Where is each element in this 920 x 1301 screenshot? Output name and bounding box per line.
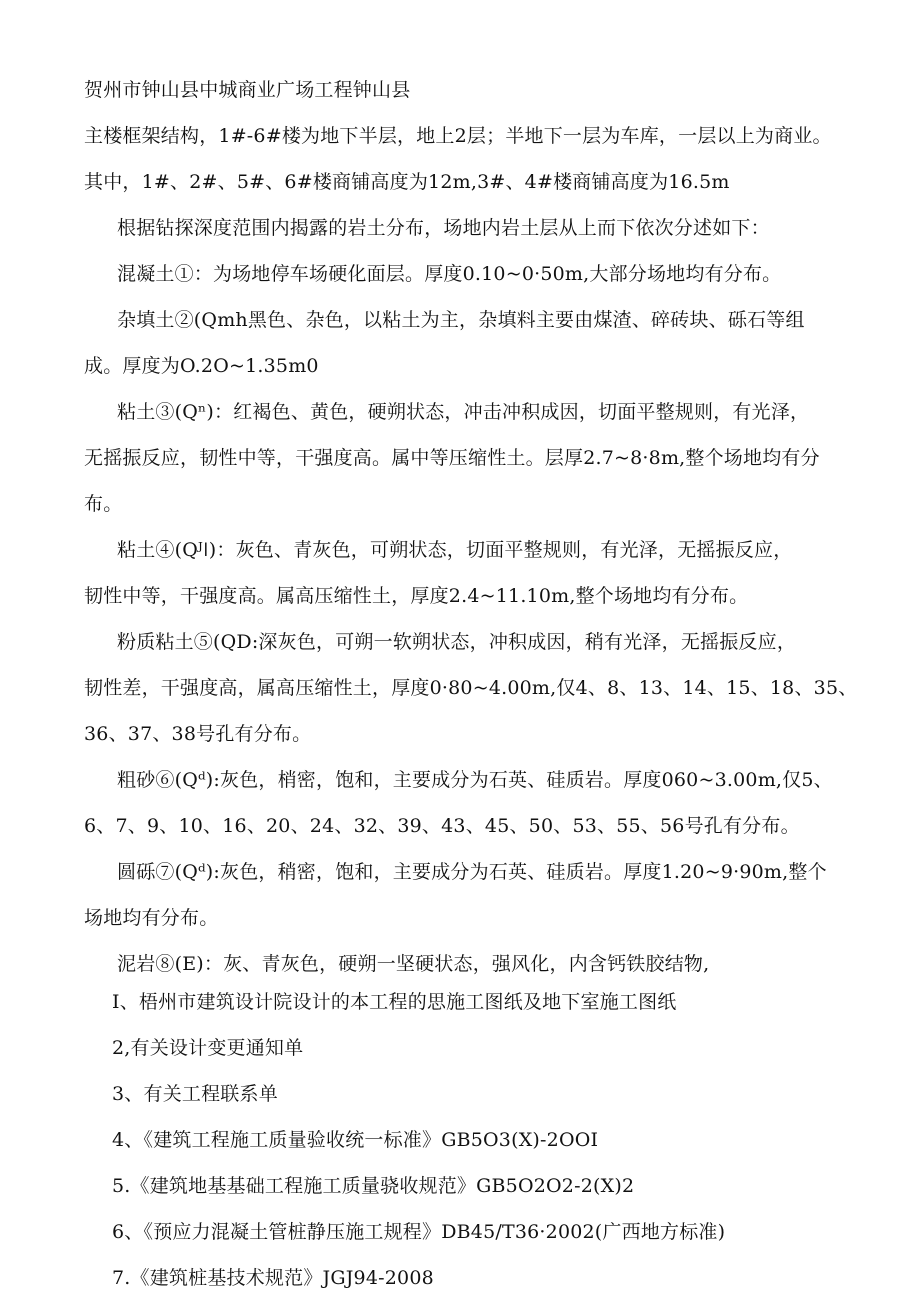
text-line-15: 36、37、38号孔有分布。 xyxy=(84,723,312,745)
reference-item-1: I、梧州市建筑设计院设计的本工程的思施工图纸及地下室施工图纸 xyxy=(112,991,677,1013)
text-line-12: 韧性中等，干强度高。属高压缩性土，厚度2.4~11.10m,整个场地均有分布。 xyxy=(84,585,749,607)
text-line-10: 布。 xyxy=(84,493,123,515)
text-line-8: 粘土③(Qⁿ)：红褐色、黄色，硬朔状态，冲击冲积成因，切面平整规则，有光泽， xyxy=(117,401,810,423)
text-line-13: 粉质粘土⑤(QD:深灰色，可朔一软朔状态，冲积成因，稍有光泽，无摇振反应， xyxy=(117,631,797,653)
reference-item-3: 3、有关工程联系单 xyxy=(112,1083,278,1105)
text-line-3: 其中，1#、2#、5#、6#楼商铺高度为12m,3#、4#楼商铺高度为16.5m xyxy=(84,171,730,193)
text-line-2: 主楼框架结构，1#-6#楼为地下半层，地上2层；半地下一层为车库，一层以上为商业。 xyxy=(84,125,832,147)
reference-item-6: 6、《预应力混凝土管桩静压施工规程》DB45∕T36·2002(广西地方标准) xyxy=(112,1221,726,1243)
text-line-20: 泥岩⑧(E)：灰、青灰色，硬朔一坚硬状态，强风化，内含钙铁胶结物, xyxy=(117,953,710,975)
text-line-19: 场地均有分布。 xyxy=(84,907,219,929)
text-line-7: 成。厚度为O.2O~1.35m0 xyxy=(84,355,319,377)
text-line-4: 根据钻探深度范围内揭露的岩土分布，场地内岩土层从上而下依次分述如下： xyxy=(117,217,770,239)
text-line-5: 混凝土①：为场地停车场硬化面层。厚度0.10~0·50m,大部分场地均有分布。 xyxy=(117,263,782,285)
text-line-9: 无摇振反应，韧性中等，干强度高。属中等压缩性土。层厚2.7~8·8m,整个场地均有分 xyxy=(84,447,820,469)
text-line-16: 粗砂⑥(Qᵈ):灰色，梢密，饱和，主要成分为石英、硅质岩。厚度060~3.00m,仅5、 xyxy=(117,769,833,791)
text-line-11: 粘土④(Qᴶǀ)：灰色、青灰色，可朔状态，切面平整规则，有光泽，无摇振反应， xyxy=(117,539,793,561)
reference-item-5: 5.《建筑地基基础工程施工质量骁收规范》GB5O2O2-2(X)2 xyxy=(112,1175,635,1197)
reference-item-4: 4、《建筑工程施工质量验收统一标准》GB5O3(X)-2OOI xyxy=(112,1129,599,1151)
text-line-1: 贺州市钟山县中城商业广场工程钟山县 xyxy=(84,79,411,101)
text-line-14: 韧性差，干强度高，属高压缩性土，厚度0·80~4.00m,仅4、8、13、14、15、18、35、 xyxy=(84,677,858,699)
text-line-6: 杂填土②(Qmh黑色、杂色，以粘土为主，杂填料主要由煤渣、碎砖块、砾石等组 xyxy=(117,309,805,331)
text-line-18: 圆砾⑦(Qᵈ):灰色，稍密，饱和，主要成分为石英、硅质岩。厚度1.20~9·90m,整个 xyxy=(117,861,827,883)
text-line-17: 6、7、9、10、16、20、24、32、39、43、45、50、53、55、56号孔有分布。 xyxy=(84,815,800,837)
reference-item-7: 7.《建筑桩基技术规范》JGJ94-2008 xyxy=(112,1267,434,1289)
reference-item-2: 2,有关设计变更通知单 xyxy=(112,1037,304,1059)
